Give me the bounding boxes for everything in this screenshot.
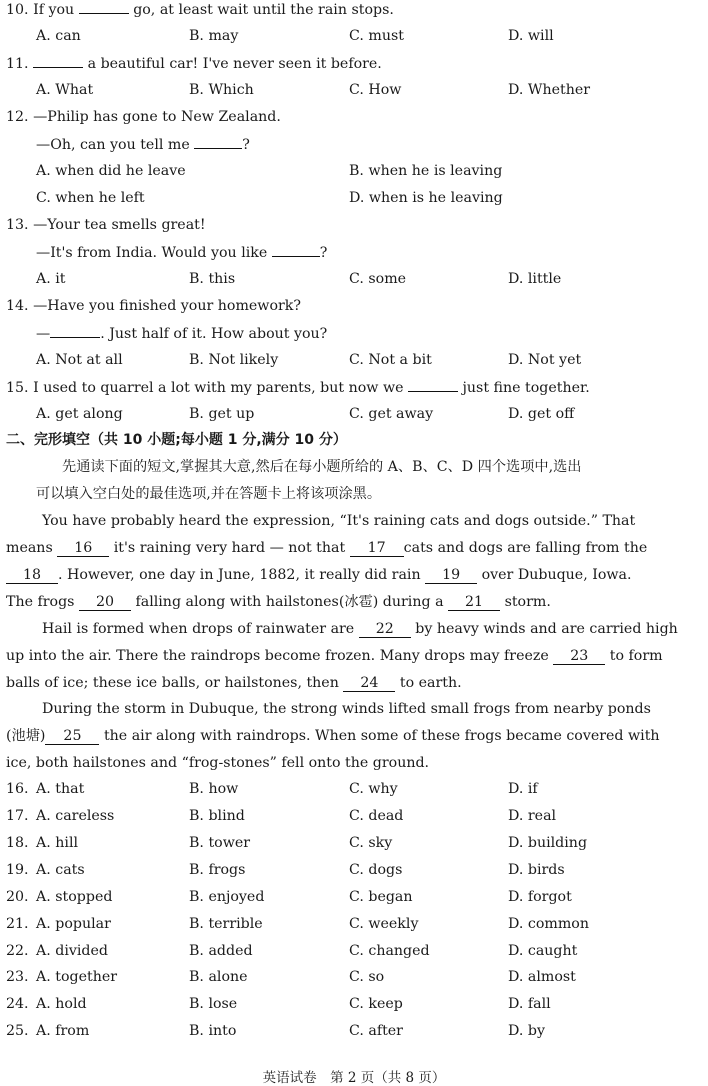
- option-d: D. forgot: [508, 889, 572, 905]
- question-number: 14.: [6, 298, 29, 314]
- cloze-blank-25: 25: [45, 728, 99, 745]
- option-c: C. weekly: [349, 916, 419, 932]
- answer-blank: [50, 324, 100, 338]
- option-c: C. must: [349, 28, 404, 44]
- option-c: C. some: [349, 271, 407, 287]
- option-c: C. so: [349, 969, 385, 985]
- option-d: D. by: [508, 1023, 545, 1039]
- option-a: A. What: [36, 82, 94, 98]
- question-number: 12.: [6, 109, 29, 125]
- option-b: B. may: [189, 28, 239, 44]
- passage-line: You have probably heard the expression, “It's raining cats and dogs outside.” That: [42, 513, 636, 529]
- passage-line: During the storm in Dubuque, the strong winds lifted small frogs from nearby ponds: [42, 701, 651, 717]
- cloze-question-number: 18.: [6, 835, 29, 851]
- option-a: A. Not at all: [36, 352, 123, 368]
- answer-blank: [33, 54, 83, 68]
- option-b: B. when he is leaving: [349, 163, 503, 179]
- option-a: A. from: [36, 1023, 90, 1039]
- cloze-question-number: 20.: [6, 889, 29, 905]
- option-c: C. sky: [349, 835, 393, 851]
- question-14-stem: 14. —Have you finished your homework?: [6, 298, 301, 314]
- cloze-blank-16: 16: [57, 540, 109, 557]
- option-b: B. added: [189, 943, 253, 959]
- option-a: A. can: [36, 28, 81, 44]
- option-d: D. birds: [508, 862, 565, 878]
- answer-blank: [408, 378, 458, 392]
- question-number: 10.: [6, 2, 29, 18]
- question-14-reply: — . Just half of it. How about you?: [36, 326, 328, 342]
- question-12-stem: 12. —Philip has gone to New Zealand.: [6, 109, 281, 125]
- section-title: 二、完形填空（共 10 小题;每小题 1 分,满分 10 分）: [6, 432, 347, 448]
- option-c: C. dogs: [349, 862, 403, 878]
- option-b: B. lose: [189, 996, 238, 1012]
- question-15-stem: 15. I used to quarrel a lot with my parents, but now we just fine together.: [6, 380, 590, 396]
- question-number: 15.: [6, 380, 29, 396]
- option-b: B. get up: [189, 406, 255, 422]
- option-c: C. when he left: [36, 190, 145, 206]
- answer-blank: [272, 243, 320, 257]
- question-10-stem: 10. If you go, at least wait until the rain stops.: [6, 2, 394, 18]
- cloze-question-number: 19.: [6, 862, 29, 878]
- option-c: C. keep: [349, 996, 403, 1012]
- option-a: A. hill: [36, 835, 79, 851]
- answer-blank: [79, 0, 129, 14]
- option-b: B. alone: [189, 969, 248, 985]
- option-b: B. terrible: [189, 916, 263, 932]
- passage-line: ice, both hailstones and “frog-stones” fell onto the ground.: [6, 755, 430, 771]
- option-b: B. enjoyed: [189, 889, 265, 905]
- option-d: D. building: [508, 835, 588, 851]
- option-b: B. tower: [189, 835, 251, 851]
- option-b: B. how: [189, 781, 239, 797]
- passage-line: balls of ice; these ice balls, or hailstones, then 24 to earth.: [6, 675, 462, 691]
- option-b: B. into: [189, 1023, 237, 1039]
- option-b: B. blind: [189, 808, 245, 824]
- option-c: C. why: [349, 781, 398, 797]
- option-a: A. get along: [36, 406, 123, 422]
- option-c: C. after: [349, 1023, 403, 1039]
- page-footer: 英语试卷 第 2 页（共 8 页）: [262, 1070, 446, 1086]
- option-c: C. dead: [349, 808, 404, 824]
- passage-line: The frogs 20 falling along with hailstones(冰雹) during a 21 storm.: [6, 594, 551, 610]
- option-d: D. little: [508, 271, 562, 287]
- question-number: 13.: [6, 217, 29, 233]
- section-instructions: 先通读下面的短文,掌握其大意,然后在每小题所给的 A、B、C、D 四个选项中,选出: [62, 459, 582, 475]
- option-a: A. together: [36, 969, 118, 985]
- option-a: A. popular: [36, 916, 111, 932]
- option-d: D. fall: [508, 996, 551, 1012]
- cloze-blank-23: 23: [553, 648, 605, 665]
- option-a: A. stopped: [36, 889, 113, 905]
- cloze-question-number: 25.: [6, 1023, 29, 1039]
- option-b: B. frogs: [189, 862, 246, 878]
- option-a: A. hold: [36, 996, 87, 1012]
- option-a: A. it: [36, 271, 66, 287]
- cloze-question-number: 23.: [6, 969, 29, 985]
- section-instructions-cont: 可以填入空白处的最佳选项,并在答题卡上将该项涂黑。: [36, 486, 382, 502]
- passage-line: 18 . However, one day in June, 1882, it really did rain 19 over Dubuque, Iowa.: [6, 566, 704, 584]
- cloze-blank-18: 18: [6, 567, 58, 584]
- option-d: D. when is he leaving: [349, 190, 503, 206]
- option-d: D. Whether: [508, 82, 591, 98]
- option-a: A. cats: [36, 862, 85, 878]
- option-c: C. How: [349, 82, 402, 98]
- answer-blank: [194, 135, 242, 149]
- cloze-question-number: 21.: [6, 916, 29, 932]
- cloze-blank-20: 20: [79, 594, 131, 611]
- option-d: D. if: [508, 781, 538, 797]
- option-a: A. when did he leave: [36, 163, 186, 179]
- cloze-blank-19: 19: [425, 567, 477, 584]
- option-c: C. Not a bit: [349, 352, 432, 368]
- cloze-blank-22: 22: [359, 621, 411, 638]
- cloze-blank-17: 17: [350, 540, 404, 557]
- option-d: D. caught: [508, 943, 578, 959]
- cloze-blank-24: 24: [343, 675, 395, 692]
- option-c: C. began: [349, 889, 413, 905]
- option-b: B. Not likely: [189, 352, 279, 368]
- option-d: D. get off: [508, 406, 575, 422]
- question-number: 11.: [6, 56, 29, 72]
- option-d: D. common: [508, 916, 589, 932]
- passage-line: Hail is formed when drops of rainwater are 22 by heavy winds and are carried high: [42, 621, 678, 637]
- passage-line: means 16 it's raining very hard — not that 17 cats and dogs are falling from the: [6, 540, 648, 556]
- option-b: B. Which: [189, 82, 254, 98]
- question-13-stem: 13. —Your tea smells great!: [6, 217, 206, 233]
- question-12-reply: —Oh, can you tell me ?: [36, 137, 250, 153]
- option-d: D. real: [508, 808, 557, 824]
- cloze-question-number: 16.: [6, 781, 29, 797]
- cloze-question-number: 24.: [6, 996, 29, 1012]
- option-d: D. almost: [508, 969, 576, 985]
- cloze-question-number: 17.: [6, 808, 29, 824]
- passage-line: (池塘) 25 the air along with raindrops. When some of these frogs became covered with: [6, 728, 660, 744]
- cloze-blank-21: 21: [448, 594, 500, 611]
- option-a: A. careless: [36, 808, 115, 824]
- option-d: D. will: [508, 28, 554, 44]
- cloze-question-number: 22.: [6, 943, 29, 959]
- question-13-reply: —It's from India. Would you like ?: [36, 245, 328, 261]
- passage-line: up into the air. There the raindrops become frozen. Many drops may freeze 23 to form: [6, 648, 663, 664]
- option-a: A. divided: [36, 943, 108, 959]
- option-b: B. this: [189, 271, 236, 287]
- option-c: C. get away: [349, 406, 434, 422]
- option-c: C. changed: [349, 943, 430, 959]
- option-d: D. Not yet: [508, 352, 582, 368]
- option-a: A. that: [36, 781, 85, 797]
- question-11-stem: 11. a beautiful car! I've never seen it before.: [6, 56, 382, 72]
